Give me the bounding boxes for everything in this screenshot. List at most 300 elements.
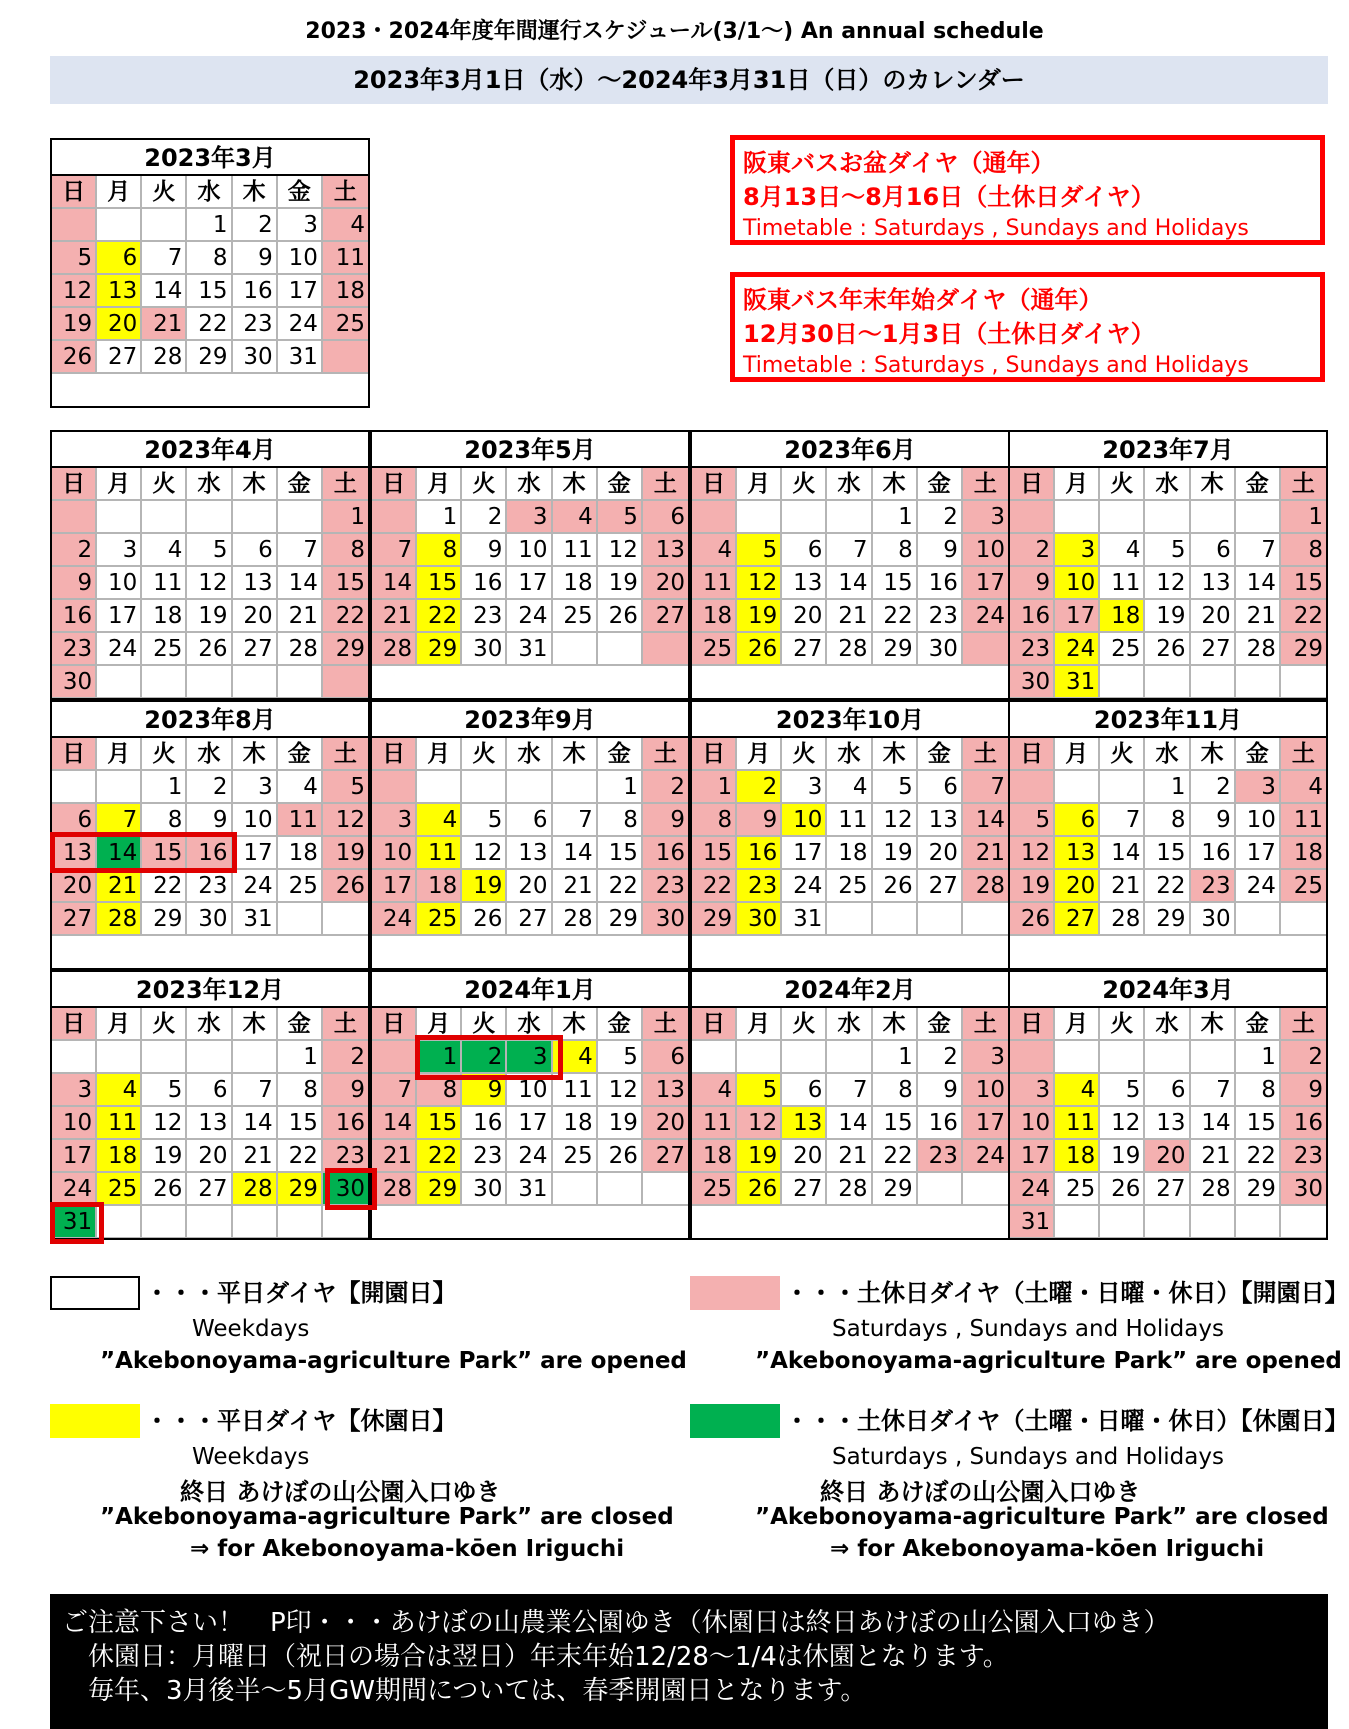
day-cell: 31	[52, 1206, 97, 1239]
day-cell: 11	[1055, 1107, 1100, 1140]
notice-english: Timetable : Saturdays , Sundays and Holidays	[743, 216, 1249, 241]
day-cell: 4	[278, 771, 323, 804]
day-cell: 27	[507, 903, 552, 936]
day-grid	[692, 738, 1008, 936]
day-grid	[1010, 1008, 1326, 1239]
day-cell: 16	[1191, 837, 1236, 870]
day-cell: 17	[1055, 600, 1100, 633]
day-cell: 11	[692, 567, 737, 600]
day-cell: 3	[1236, 771, 1281, 804]
day-cell: 15	[142, 837, 187, 870]
day-cell: 7	[1236, 534, 1281, 567]
weekday-header: 土	[643, 1008, 688, 1041]
weekday-header: 金	[598, 1008, 643, 1041]
weekday-header: 日	[1010, 738, 1055, 771]
day-grid	[372, 468, 688, 666]
empty-cell	[827, 501, 872, 534]
day-cell: 14	[963, 804, 1008, 837]
empty-cell	[692, 1041, 737, 1074]
day-cell: 4	[1100, 534, 1145, 567]
day-cell: 19	[598, 567, 643, 600]
day-cell: 28	[372, 1173, 417, 1206]
day-cell: 24	[97, 633, 142, 666]
weekday-header: 日	[692, 468, 737, 501]
day-cell: 2	[462, 501, 507, 534]
day-cell: 23	[187, 870, 232, 903]
weekday-header: 月	[737, 738, 782, 771]
month-calendar	[1008, 700, 1328, 970]
day-cell: 30	[323, 1173, 368, 1206]
day-cell: 13	[643, 1074, 688, 1107]
day-cell: 9	[52, 567, 97, 600]
weekday-header: 土	[963, 468, 1008, 501]
day-cell: 24	[963, 1140, 1008, 1173]
day-cell: 24	[372, 903, 417, 936]
weekday-header: 土	[963, 1008, 1008, 1041]
day-cell: 8	[187, 242, 232, 275]
weekday-header: 日	[372, 1008, 417, 1041]
day-cell: 10	[1010, 1107, 1055, 1140]
day-cell: 17	[1236, 837, 1281, 870]
day-cell: 6	[918, 771, 963, 804]
attention-notice	[50, 1594, 1328, 1729]
day-cell: 19	[737, 600, 782, 633]
empty-cell	[97, 209, 142, 242]
weekday-header: 水	[187, 468, 232, 501]
day-cell: 16	[233, 275, 278, 308]
empty-cell	[963, 903, 1008, 936]
day-cell: 3	[233, 771, 278, 804]
day-cell: 14	[1191, 1107, 1236, 1140]
empty-cell	[1055, 1041, 1100, 1074]
weekday-header: 木	[233, 468, 278, 501]
day-cell: 12	[323, 804, 368, 837]
weekday-header: 木	[1191, 468, 1236, 501]
day-cell: 21	[142, 308, 187, 341]
day-cell: 26	[1145, 633, 1190, 666]
day-cell: 9	[1010, 567, 1055, 600]
empty-cell	[782, 1041, 827, 1074]
weekday-header: 土	[643, 468, 688, 501]
day-cell: 12	[737, 567, 782, 600]
day-cell: 18	[692, 600, 737, 633]
day-cell: 10	[278, 242, 323, 275]
day-cell: 8	[1281, 534, 1326, 567]
day-cell: 27	[52, 903, 97, 936]
day-cell: 8	[1236, 1074, 1281, 1107]
month-title: 2023年3月	[52, 140, 368, 176]
day-cell: 10	[963, 1074, 1008, 1107]
day-cell: 10	[372, 837, 417, 870]
day-cell: 8	[278, 1074, 323, 1107]
day-cell: 3	[1055, 534, 1100, 567]
empty-cell	[507, 771, 552, 804]
empty-cell	[278, 501, 323, 534]
day-cell: 3	[97, 534, 142, 567]
day-cell: 1	[1145, 771, 1190, 804]
day-cell: 11	[827, 804, 872, 837]
month-calendar	[50, 138, 370, 408]
day-cell: 18	[1100, 600, 1145, 633]
day-cell: 8	[417, 1074, 462, 1107]
day-grid	[692, 1008, 1008, 1206]
weekday-header: 水	[507, 1008, 552, 1041]
day-cell: 14	[142, 275, 187, 308]
weekday-header: 金	[1236, 738, 1281, 771]
day-cell: 19	[598, 1107, 643, 1140]
day-cell: 31	[507, 1173, 552, 1206]
empty-cell	[187, 1041, 232, 1074]
day-cell: 7	[372, 534, 417, 567]
day-cell: 7	[233, 1074, 278, 1107]
day-cell: 5	[187, 534, 232, 567]
day-cell: 10	[963, 534, 1008, 567]
day-cell: 3	[782, 771, 827, 804]
day-cell: 4	[97, 1074, 142, 1107]
day-cell: 28	[142, 341, 187, 374]
day-cell: 3	[1010, 1074, 1055, 1107]
day-cell: 21	[1191, 1140, 1236, 1173]
day-cell: 21	[372, 600, 417, 633]
day-cell: 22	[873, 1140, 918, 1173]
day-cell: 29	[417, 1173, 462, 1206]
weekday-header: 火	[142, 468, 187, 501]
day-cell: 27	[187, 1173, 232, 1206]
day-cell: 27	[1145, 1173, 1190, 1206]
empty-cell	[782, 501, 827, 534]
day-cell: 24	[1236, 870, 1281, 903]
day-cell: 19	[187, 600, 232, 633]
day-cell: 1	[598, 771, 643, 804]
day-cell: 21	[827, 1140, 872, 1173]
weekday-header: 木	[233, 176, 278, 209]
day-cell: 16	[918, 567, 963, 600]
day-cell: 2	[323, 1041, 368, 1074]
day-cell: 1	[1281, 501, 1326, 534]
empty-cell	[372, 1041, 417, 1074]
day-cell: 8	[692, 804, 737, 837]
day-cell: 19	[1145, 600, 1190, 633]
day-cell: 30	[643, 903, 688, 936]
empty-cell	[827, 903, 872, 936]
day-cell: 14	[1100, 837, 1145, 870]
day-cell: 12	[142, 1107, 187, 1140]
day-cell: 9	[1281, 1074, 1326, 1107]
day-cell: 5	[737, 534, 782, 567]
day-cell: 28	[827, 633, 872, 666]
day-cell: 13	[1055, 837, 1100, 870]
day-cell: 25	[553, 1140, 598, 1173]
legend-park-status: ”Akebonoyama-agriculture Park” are closed	[755, 1504, 1329, 1530]
day-cell: 11	[553, 1074, 598, 1107]
day-cell: 6	[1191, 534, 1236, 567]
day-cell: 1	[142, 771, 187, 804]
day-cell: 27	[97, 341, 142, 374]
day-cell: 28	[278, 633, 323, 666]
day-cell: 2	[918, 1041, 963, 1074]
weekday-header: 金	[278, 468, 323, 501]
empty-cell	[278, 1206, 323, 1239]
day-cell: 4	[417, 804, 462, 837]
day-cell: 22	[598, 870, 643, 903]
day-cell: 26	[598, 1140, 643, 1173]
empty-cell	[372, 501, 417, 534]
month-calendar	[690, 970, 1010, 1240]
day-cell: 8	[417, 534, 462, 567]
weekday-header: 火	[142, 1008, 187, 1041]
day-cell: 11	[692, 1107, 737, 1140]
legend-english: Saturdays , Sundays and Holidays	[832, 1444, 1224, 1470]
day-cell: 29	[278, 1173, 323, 1206]
day-cell: 23	[1281, 1140, 1326, 1173]
empty-cell	[97, 666, 142, 699]
empty-cell	[1236, 903, 1281, 936]
empty-cell	[323, 1206, 368, 1239]
empty-cell	[142, 1041, 187, 1074]
day-cell: 31	[1010, 1206, 1055, 1239]
day-cell: 1	[323, 501, 368, 534]
day-cell: 19	[323, 837, 368, 870]
month-title: 2023年6月	[692, 432, 1008, 468]
month-calendar	[370, 700, 690, 970]
day-cell: 11	[1281, 804, 1326, 837]
page-title: 2023・2024年度年間運行スケジュール(3/1～) An annual schedule	[305, 19, 1044, 44]
day-cell: 7	[827, 534, 872, 567]
weekday-header: 金	[918, 738, 963, 771]
weekday-header: 木	[553, 468, 598, 501]
empty-cell	[52, 1041, 97, 1074]
weekday-header: 日	[1010, 1008, 1055, 1041]
weekday-header: 金	[278, 1008, 323, 1041]
day-cell: 10	[233, 804, 278, 837]
day-cell: 14	[372, 1107, 417, 1140]
weekday-header: 木	[1191, 1008, 1236, 1041]
weekday-header: 土	[963, 738, 1008, 771]
day-cell: 15	[1145, 837, 1190, 870]
day-cell: 13	[782, 567, 827, 600]
pink-swatch	[690, 1276, 780, 1310]
day-cell: 29	[187, 341, 232, 374]
empty-cell	[643, 1173, 688, 1206]
day-cell: 20	[782, 1140, 827, 1173]
empty-cell	[233, 1041, 278, 1074]
day-cell: 20	[97, 308, 142, 341]
day-cell: 16	[52, 600, 97, 633]
day-cell: 26	[873, 870, 918, 903]
day-cell: 27	[918, 870, 963, 903]
day-cell: 8	[142, 804, 187, 837]
notice-line-3: 毎年、3月後半～5月GW期間については、春季開園日となります。	[88, 1676, 867, 1706]
weekday-header: 土	[1281, 468, 1326, 501]
day-cell: 15	[278, 1107, 323, 1140]
day-cell: 1	[417, 501, 462, 534]
empty-cell	[52, 501, 97, 534]
legend-head: ・・・平日ダイヤ【休園日】	[145, 1407, 457, 1435]
day-cell: 13	[187, 1107, 232, 1140]
empty-cell	[1191, 501, 1236, 534]
month-title: 2023年8月	[52, 702, 368, 738]
day-cell: 14	[1236, 567, 1281, 600]
day-cell: 11	[553, 534, 598, 567]
weekday-header: 月	[97, 738, 142, 771]
day-cell: 11	[417, 837, 462, 870]
day-cell: 28	[553, 903, 598, 936]
day-cell: 12	[1145, 567, 1190, 600]
day-cell: 18	[1055, 1140, 1100, 1173]
day-cell: 23	[737, 870, 782, 903]
weekday-header: 火	[142, 176, 187, 209]
day-cell: 1	[187, 209, 232, 242]
weekday-header: 土	[323, 176, 368, 209]
day-cell: 6	[97, 242, 142, 275]
weekday-header: 木	[873, 738, 918, 771]
weekday-header: 月	[1055, 468, 1100, 501]
day-cell: 19	[1100, 1140, 1145, 1173]
day-cell: 14	[827, 567, 872, 600]
day-cell: 19	[142, 1140, 187, 1173]
day-cell: 16	[1281, 1107, 1326, 1140]
legend-park-status: ”Akebonoyama-agriculture Park” are closed	[100, 1504, 674, 1530]
day-cell: 14	[827, 1107, 872, 1140]
day-cell: 4	[553, 1041, 598, 1074]
day-cell: 7	[372, 1074, 417, 1107]
day-cell: 26	[142, 1173, 187, 1206]
day-cell: 20	[507, 870, 552, 903]
empty-cell	[1191, 666, 1236, 699]
day-cell: 2	[1281, 1041, 1326, 1074]
day-cell: 29	[1281, 633, 1326, 666]
day-cell: 4	[142, 534, 187, 567]
day-cell: 28	[97, 903, 142, 936]
day-cell: 23	[918, 1140, 963, 1173]
weekday-header: 金	[918, 468, 963, 501]
day-cell: 17	[278, 275, 323, 308]
weekday-header: 土	[1281, 738, 1326, 771]
empty-cell	[233, 501, 278, 534]
legend-destination-jp: 終日 あけぼの山公園入口ゆき	[180, 1478, 501, 1506]
day-cell: 10	[1236, 804, 1281, 837]
weekday-header: 火	[462, 468, 507, 501]
day-cell: 2	[462, 1041, 507, 1074]
day-cell: 10	[1055, 567, 1100, 600]
day-cell: 30	[462, 1173, 507, 1206]
day-cell: 6	[782, 1074, 827, 1107]
day-cell: 29	[692, 903, 737, 936]
weekday-header: 日	[692, 1008, 737, 1041]
day-cell: 30	[1191, 903, 1236, 936]
day-cell: 5	[142, 1074, 187, 1107]
day-cell: 16	[462, 1107, 507, 1140]
day-cell: 14	[553, 837, 598, 870]
day-grid	[372, 738, 688, 936]
empty-cell	[142, 501, 187, 534]
day-cell: 9	[462, 534, 507, 567]
day-cell: 12	[873, 804, 918, 837]
calendar-subtitle: 2023年3月1日（水）～2024年3月31日（日）のカレンダー	[50, 56, 1328, 104]
day-cell: 3	[963, 501, 1008, 534]
weekday-header: 水	[1145, 1008, 1190, 1041]
weekday-header: 水	[827, 738, 872, 771]
day-cell: 29	[1236, 1173, 1281, 1206]
day-cell: 1	[692, 771, 737, 804]
notice-dates: 8月13日～8月16日（土休日ダイヤ）	[743, 183, 1155, 211]
empty-cell	[1100, 501, 1145, 534]
day-cell: 5	[462, 804, 507, 837]
month-title: 2024年2月	[692, 972, 1008, 1008]
weekday-header: 月	[417, 738, 462, 771]
empty-cell	[553, 1173, 598, 1206]
day-cell: 1	[873, 1041, 918, 1074]
day-cell: 2	[737, 771, 782, 804]
month-calendar	[1008, 970, 1328, 1240]
empty-cell	[187, 1206, 232, 1239]
day-cell: 18	[692, 1140, 737, 1173]
day-cell: 23	[1191, 870, 1236, 903]
day-cell: 4	[692, 534, 737, 567]
day-cell: 13	[52, 837, 97, 870]
day-cell: 13	[643, 534, 688, 567]
empty-cell	[1055, 501, 1100, 534]
day-cell: 4	[553, 501, 598, 534]
day-cell: 2	[233, 209, 278, 242]
weekday-header: 火	[782, 1008, 827, 1041]
day-cell: 2	[1191, 771, 1236, 804]
weekday-header: 日	[372, 738, 417, 771]
empty-cell	[1055, 771, 1100, 804]
day-cell: 5	[737, 1074, 782, 1107]
weekday-header: 土	[323, 738, 368, 771]
day-cell: 20	[52, 870, 97, 903]
weekday-header: 水	[1145, 468, 1190, 501]
month-title: 2023年4月	[52, 432, 368, 468]
day-cell: 29	[598, 903, 643, 936]
day-cell: 31	[507, 633, 552, 666]
legend-destination-jp: 終日 あけぼの山公園入口ゆき	[820, 1478, 1141, 1506]
day-cell: 25	[692, 1173, 737, 1206]
weekday-header: 水	[187, 176, 232, 209]
day-cell: 13	[918, 804, 963, 837]
weekday-header: 月	[1055, 1008, 1100, 1041]
day-cell: 3	[507, 501, 552, 534]
day-cell: 26	[598, 600, 643, 633]
day-cell: 27	[782, 1173, 827, 1206]
legend-english: Weekdays	[192, 1444, 310, 1470]
day-cell: 20	[1191, 600, 1236, 633]
weekday-header: 日	[372, 468, 417, 501]
day-cell: 5	[1100, 1074, 1145, 1107]
weekday-header: 月	[737, 1008, 782, 1041]
month-title: 2023年12月	[52, 972, 368, 1008]
day-cell: 28	[963, 870, 1008, 903]
day-cell: 23	[462, 600, 507, 633]
empty-cell	[187, 501, 232, 534]
day-cell: 26	[52, 341, 97, 374]
day-cell: 17	[963, 1107, 1008, 1140]
day-cell: 27	[1191, 633, 1236, 666]
day-cell: 30	[233, 341, 278, 374]
empty-cell	[918, 903, 963, 936]
empty-cell	[963, 1173, 1008, 1206]
day-cell: 8	[873, 534, 918, 567]
day-cell: 5	[598, 501, 643, 534]
day-cell: 9	[918, 1074, 963, 1107]
day-cell: 2	[52, 534, 97, 567]
day-cell: 20	[1055, 870, 1100, 903]
month-calendar	[1008, 430, 1328, 700]
legend-head: ・・・土休日ダイヤ（土曜・日曜・休日）【休園日】	[785, 1407, 1349, 1435]
empty-cell	[462, 771, 507, 804]
day-cell: 7	[1100, 804, 1145, 837]
